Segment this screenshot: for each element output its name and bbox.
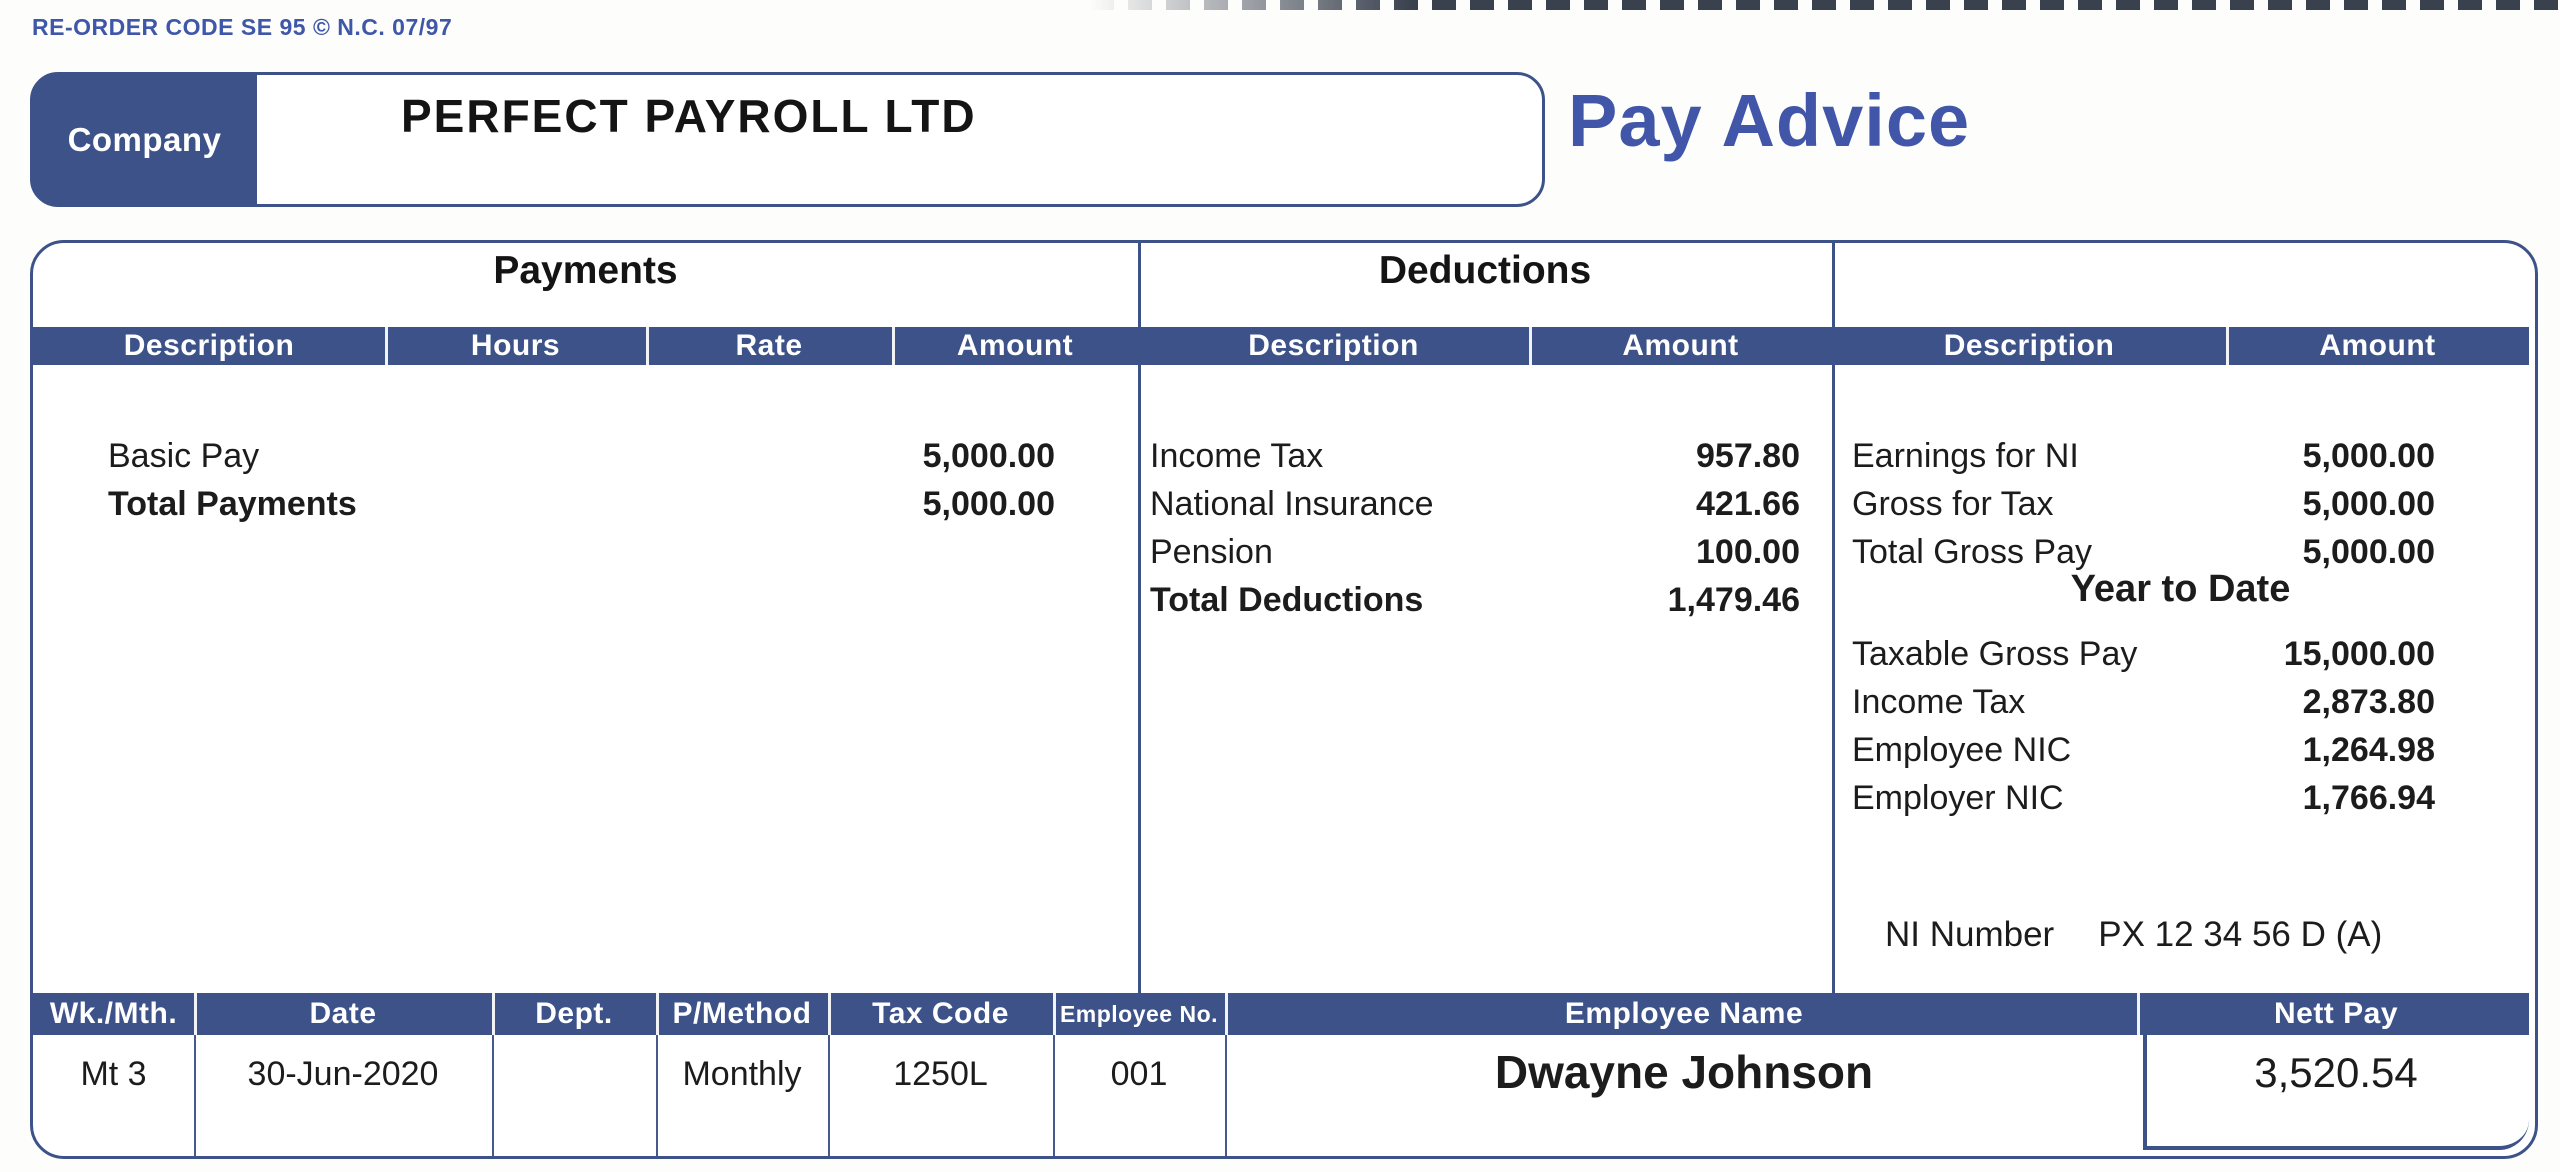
deduction-amount-total: 1,479.46 [1667, 581, 1800, 619]
deductions-section-title: Deductions [1378, 249, 1592, 292]
band-separator [656, 993, 659, 1035]
band-separator [1225, 993, 1228, 1035]
summary-amount: 5,000.00 [2302, 533, 2435, 571]
summary-label: Gross for Tax [1852, 485, 2054, 523]
empno-value: 001 [1110, 1055, 1168, 1093]
payment-amount-total: 5,000.00 [922, 485, 1055, 523]
payments-col-rate: Rate [735, 329, 803, 362]
deductions-col-amount: Amount [1622, 329, 1739, 362]
footer-cell-divider [1053, 1035, 1055, 1156]
ytd-label: Income Tax [1852, 683, 2026, 721]
perforated-edge [1090, 0, 2560, 10]
footer-col-empname: Employee Name [1564, 997, 1804, 1030]
summary-row-labels [1852, 432, 2092, 576]
band-separator [385, 327, 388, 365]
ytd-amount: 1,766.94 [2302, 779, 2435, 817]
year-to-date-title: Year to Date [2070, 568, 2291, 610]
payslip-table [30, 240, 2538, 1159]
summary-label: Total Gross Pay [1852, 533, 2092, 571]
band-separator [2137, 993, 2140, 1035]
payment-amount: 5,000.00 [922, 437, 1055, 475]
ytd-label: Taxable Gross Pay [1852, 635, 2138, 673]
footer-cell-divider [828, 1035, 830, 1156]
band-separator [828, 993, 831, 1035]
deduction-label: National Insurance [1150, 485, 1434, 523]
date-value: 30-Jun-2020 [247, 1055, 439, 1093]
ytd-label: Employer NIC [1852, 779, 2064, 817]
deduction-amount: 957.80 [1696, 437, 1800, 475]
ni-number-value: PX 12 34 56 D (A) [2098, 915, 2383, 954]
deduction-label: Income Tax [1150, 437, 1324, 475]
summary-label: Earnings for NI [1852, 437, 2079, 475]
footer-cell-divider [656, 1035, 658, 1156]
summary-col-amount: Amount [2319, 329, 2436, 362]
footer-col-pmethod: P/Method [672, 997, 812, 1030]
payments-col-hours: Hours [470, 329, 561, 362]
footer-col-taxcode: Tax Code [872, 997, 1009, 1030]
taxcode-value: 1250L [893, 1055, 988, 1093]
deduction-label: Pension [1150, 533, 1273, 571]
footer-cell-divider [492, 1035, 494, 1156]
pmethod-value: Monthly [682, 1055, 802, 1093]
summary-amount: 5,000.00 [2302, 485, 2435, 523]
band-separator [1529, 327, 1532, 365]
ni-number-label: NI Number [1885, 915, 2055, 954]
ytd-amount: 2,873.80 [2302, 683, 2435, 721]
footer-col-nett-pay: Nett Pay [2273, 997, 2399, 1030]
ni-number-line [1885, 915, 2382, 955]
column-header-band [33, 327, 2529, 365]
deduction-amount: 100.00 [1696, 533, 1800, 571]
ytd-amount: 15,000.00 [2283, 635, 2435, 673]
footer-col-wk-mth: Wk./Mth. [49, 997, 178, 1030]
deduction-label-total: Total Deductions [1150, 581, 1424, 619]
nett-pay-box [2143, 993, 2529, 1150]
payments-row-labels [108, 432, 357, 528]
nett-pay-value: 3,520.54 [2254, 1049, 2418, 1096]
ytd-row-labels [1852, 630, 2137, 822]
company-header-box [30, 72, 1545, 207]
band-separator [194, 993, 197, 1035]
company-name: PERFECT PAYROLL LTD [401, 90, 977, 142]
payments-col-description: Description [123, 329, 295, 362]
payments-section-title: Payments [493, 249, 678, 292]
employee-name-value: Dwayne Johnson [1494, 1046, 1874, 1098]
band-separator [892, 327, 895, 365]
footer-col-date: Date [309, 997, 377, 1030]
wk-mth-value: Mt 3 [80, 1055, 147, 1093]
footer-col-empno: Employee No. [1059, 1000, 1219, 1027]
ytd-label: Employee NIC [1852, 731, 2072, 769]
summary-amount: 5,000.00 [2302, 437, 2435, 475]
payment-label-total: Total Payments [108, 485, 357, 523]
summary-row-amounts [2133, 432, 2435, 576]
band-separator [492, 993, 495, 1035]
payments-col-amount: Amount [956, 329, 1074, 362]
ytd-amount: 1,264.98 [2302, 731, 2435, 769]
deductions-col-description: Description [1248, 329, 1419, 362]
band-separator [646, 327, 649, 365]
reorder-code: RE-ORDER CODE SE 95 © N.C. 07/97 [32, 14, 453, 40]
summary-col-description: Description [1943, 329, 2115, 362]
deductions-row-amounts [1483, 432, 1800, 624]
payments-row-amounts [733, 432, 1055, 528]
deductions-row-labels [1150, 432, 1434, 624]
ytd-row-amounts [2133, 630, 2435, 822]
document-title: Pay Advice [1568, 79, 1971, 162]
band-separator [1053, 993, 1056, 1035]
company-tab-label: Company [32, 74, 257, 205]
deduction-amount: 421.66 [1696, 485, 1800, 523]
footer-col-dept: Dept. [535, 997, 613, 1030]
band-separator [2226, 327, 2229, 365]
footer-cell-divider [194, 1035, 196, 1156]
payment-label: Basic Pay [108, 437, 260, 475]
